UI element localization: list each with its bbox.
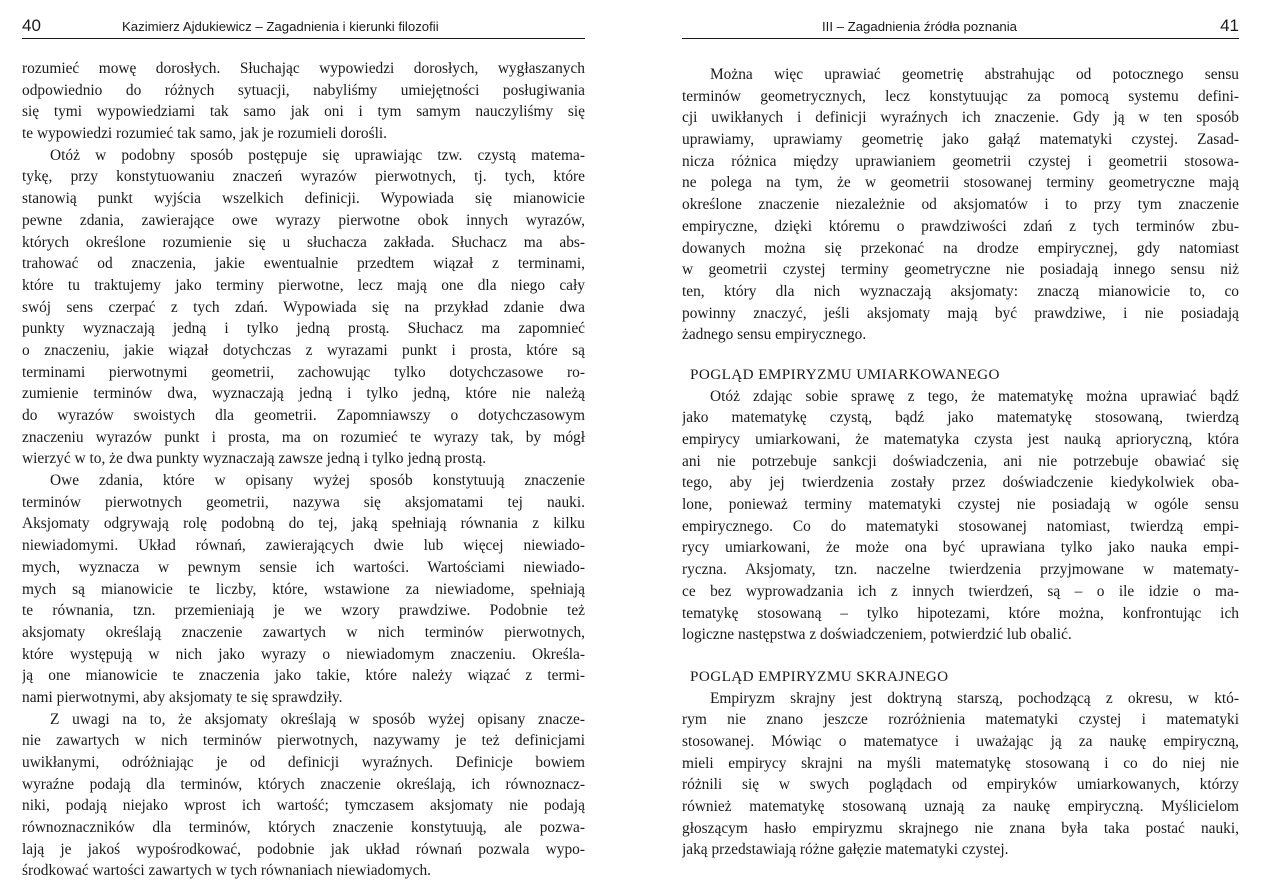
text-line: wierzyć w to, że dwa punkty wyznaczają zawsze jedną i tylko jedną prostą.: [22, 450, 487, 468]
text-line: terminów pierwotnych geometrii, nazywa się aksjomatami tej nauki.: [22, 493, 585, 511]
text-line: w geometrii czystej terminy geometryczne nie posiadają innego sensu niż: [682, 261, 1239, 279]
text-line: zumienie terminów dwa, wyznaczają jedną i tylko jedną, które nie należą: [22, 385, 585, 403]
left-page-text: [22, 58, 585, 882]
text-line: powinny znaczyć, jeśli aksjomaty mają być prawdziwe, i nie posiadają: [682, 304, 1239, 322]
text-line: również matematykę stosowaną uznają za naukę empiryczną. Myślicielom: [682, 798, 1239, 815]
text-line: Empiryzm skrajny jest doktryną starszą, pochodzącą z okresu, w któ-: [710, 689, 1239, 707]
text-line: nicza różnica między uprawianiem geometrii czystej i geometrii stosowa-: [682, 152, 1239, 170]
text-line: do wyrazów swoistych dla geometrii. Zapomniawszy o dotychczasowym: [22, 407, 585, 424]
section-heading-moderate-empiricism: POGLĄD EMPIRYZMU UMIARKOWANEGO: [690, 365, 1000, 383]
text-line: środkować wartości zawartych w tych równaniach niewiadomych.: [22, 862, 431, 880]
right-running-title: III – Zagadnienia źródła poznania: [822, 19, 1018, 34]
text-line: rozumieć mowę dorosłych. Słuchając wypowiedzi dorosłych, wygłaszanych: [22, 60, 585, 77]
text-line: swój sens czerpać z tych zdań. Wypowiada się na przykład zdanie dwa: [22, 298, 585, 316]
text-line: się tymi wypowiedziami tak samo jak oni i tym samym nauczyliśmy się: [22, 103, 585, 121]
text-line: empirycznego. Co do matematyki stosowanej natomiast, twierdzą empi-: [682, 517, 1239, 535]
text-line: Otóż zdając sobie sprawę z tego, że matematykę można uprawiać bądź: [710, 387, 1239, 405]
text-line: punkty wyznaczają jedną i tylko jedną prostą. Słuchacz ma zapomnieć: [22, 320, 585, 338]
text-line: równoznaczników dla terminów, których znaczenie konstytuują, ale pozwa-: [22, 819, 585, 837]
text-line: różnili się w swych poglądach od empiryków umiarkowanych, którzy: [682, 776, 1239, 794]
right-page: [660, 0, 1263, 893]
text-line: logiczne następstwa z doświadczeniem, potwierdzić lub obalić.: [682, 626, 1072, 644]
text-line: ce bez wyprowadzania ich z innych twierdzeń, są – o ile idzie o ma-: [682, 582, 1239, 600]
text-line: żadnego sensu empirycznego.: [682, 326, 867, 344]
text-line: rym nie znano jeszcze rozróżnienia matematyki czystej i matematyki: [682, 711, 1239, 729]
text-line: jaką przedstawiają różne gałęzie matematyki czystej.: [682, 841, 1009, 859]
text-line: Z uwagi na to, że aksjomaty określają w sposób wyżej opisany znacze-: [50, 710, 585, 728]
text-line: empirycy umiarkowani, że matematyka czysta jest nauką aprioryczną, która: [682, 431, 1239, 448]
text-line: rycy umiarkowani, że może ona być uprawiana tylko jako nauka empi-: [682, 539, 1239, 557]
text-line: uwikłanymi, odróżniając je od definicji wyraźnych. Definicje bowiem: [22, 754, 585, 771]
text-line: terminów geometrycznych, lecz konstytuując za pomocą systemu defini-: [682, 87, 1239, 105]
text-line: nie zawartych w nich terminów pierwotnych, nazywamy je też definicjami: [22, 732, 585, 750]
text-line: dowanych można się przekonać na drodze empirycznej, gdy natomiast: [682, 239, 1239, 257]
text-line: jako matematykę czystą, bądź jako matematykę stosowaną, twierdzą: [682, 409, 1239, 427]
text-line: niewiadomymi. Układ równań, zawierających dwie lub więcej niewiado-: [22, 537, 585, 555]
text-line: głoszącym hasło empiryzmu skrajnego nie znana była taka postać nauki,: [682, 819, 1239, 837]
text-line: Aksjomaty odgrywają rolę podobną do tej, jaką spełniają równania z kilku: [22, 515, 585, 533]
section-heading-extreme-empiricism: POGLĄD EMPIRYZMU SKRAJNEGO: [690, 667, 949, 685]
text-line: znaczeniu wyrazów punkt i prosta, ma on rozumieć te wyrazy tak, by mógł: [22, 428, 585, 446]
text-line: których określone rozumienie się u słuchacza zakłada. Słuchacz ma abs-: [22, 233, 585, 251]
text-line: aksjomaty określają znaczenie zawartych w nich terminów pierwotnych,: [22, 623, 585, 641]
text-line: które tu traktujemy jako terminy pierwotne, lecz mają one dla niego cały: [22, 276, 585, 294]
text-line: uprawiamy, uprawiamy geometrię jako gałąź matematyki czystej. Zasad-: [682, 131, 1239, 149]
text-line: cji uwikłanych i definicji wyraźnych ich znaczenie. Gdy ją w ten sposób: [682, 109, 1239, 127]
text-line: Można więc uprawiać geometrię abstrahując od potocznego sensu: [710, 66, 1239, 83]
right-page-number: 41: [1220, 16, 1239, 35]
text-line: nami pierwotnymi, aby aksjomaty te się sprawdziły.: [22, 688, 343, 706]
text-line: mieli empirycy skrajni na myśli matematykę stosowaną i co do niej nie: [682, 754, 1239, 772]
left-running-title: Kazimierz Ajdukiewicz – Zagadnienia i kierunki filozofii: [122, 19, 439, 34]
left-page: [0, 0, 600, 893]
text-line: mych są mianowicie te liczby, które, wstawione za niewiadome, spełniają: [22, 580, 585, 598]
text-line: lone, ponieważ terminy matematyki czystej nie posiadają w ogóle sensu: [682, 496, 1239, 514]
text-line: trahować od znaczenia, jakie ewentualnie przedtem wiązał z terminami,: [22, 255, 585, 273]
text-line: te równania, tzn. przemieniają je we wzory prawdziwe. Podobnie też: [22, 602, 585, 620]
text-line: ten, który dla nich wyznaczają aksjomaty: znaczą mianowicie to, co: [682, 282, 1239, 300]
text-line: niki, podają niejako wprost ich wartość; tymczasem aksjomaty nie podają: [22, 797, 585, 815]
text-line: te wypowiedzi rozumieć tak samo, jak je rozumieli dorośli.: [22, 125, 387, 143]
text-line: które występują w nich jako wyrazy o niewiadomym znaczeniu. Określa-: [22, 645, 585, 663]
text-line: empiryczne, dzięki któremu o prawdziwości zdań z tych terminów zbu-: [682, 217, 1239, 235]
text-line: ją one mianowicie te znaczenia jako takie, które należy wiązać z termi-: [22, 667, 585, 685]
text-line: stosowanej. Mówiąc o matematyce i uważając ją za naukę empiryczną,: [682, 732, 1239, 750]
text-line: tematykę stosowaną – tylko hipotezami, które można, konfrontując ich: [682, 604, 1239, 622]
text-line: pewne zdania, zawierające owe wyrazy pierwotne obok innych wyrazów,: [22, 211, 585, 229]
text-line: mych, wyznacza w pewnym sensie ich wartości. Wartościami niewiado-: [22, 558, 585, 576]
text-line: ryczna. Aksjomaty, tzn. naczelne twierdzenia przyjmowane w matematy-: [682, 561, 1239, 579]
text-line: Owe zdania, które w opisany wyżej sposób konstytuują znaczenie: [50, 472, 585, 490]
right-running-header: [682, 16, 1239, 39]
text-line: Otóż w podobny sposób postępuje się uprawiając tzw. czystą matema-: [50, 146, 585, 164]
text-line: o znaczeniu, jakie wiązał dotychczas z wyrazami punkt i prosta, które są: [22, 341, 585, 359]
text-line: ne polega na tym, że w geometrii stosowanej terminy geometryczne mają: [682, 174, 1239, 192]
text-line: określone znaczenie niezależnie od aksjomatów i to przy tym znaczenie: [682, 196, 1239, 214]
text-line: stanowią punkt wyjścia wszelkich definicji. Wypowiada się mianowicie: [22, 190, 585, 208]
text-line: ani nie potrzebuje sankcji doświadczenia, ani nie potrzebuje obawiać się: [682, 452, 1239, 470]
text-line: terminami pierwotnymi geometrii, zachowując tylko dotychczasowe ro-: [22, 363, 585, 381]
text-line: tego, aby jej twierdzenia zostały przez doświadczenie kiedykolwiek oba-: [682, 474, 1239, 492]
right-page-text: [682, 64, 1239, 861]
text-line: wyraźne podają dla terminów, których znaczenie określają, ich równoznacz-: [22, 775, 585, 793]
text-line: tykę, przy konstytuowaniu znaczeń wyrazów pierwotnych, tj. tych, które: [22, 168, 585, 186]
left-running-header: [22, 16, 585, 39]
text-line: odpowiednio do różnych sytuacji, nabyliśmy umiejętności posługiwania: [22, 81, 585, 99]
text-line: lają je jakoś wypośrodkować, podobnie jak układ równań pozwala wypo-: [22, 840, 585, 858]
left-page-number: 40: [22, 16, 41, 35]
